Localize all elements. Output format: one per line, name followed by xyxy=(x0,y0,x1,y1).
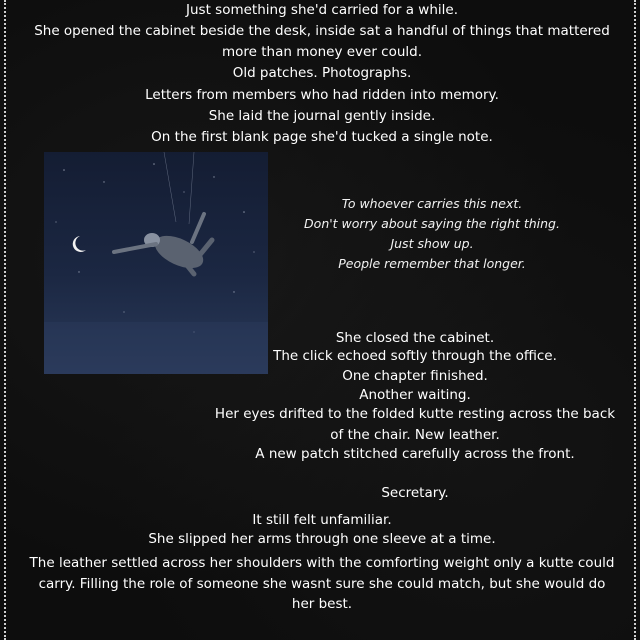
story-line: She opened the cabinet beside the desk, inside sat a handful of things that mattered xyxy=(34,23,610,39)
note-line: Just show up. xyxy=(390,236,474,251)
dotted-border-right xyxy=(634,0,636,640)
dotted-border-left xyxy=(4,0,6,640)
story-line: The click echoed softly through the office. xyxy=(273,348,557,364)
note-line: Don't worry about saying the right thing. xyxy=(304,216,560,231)
story-line: One chapter finished. xyxy=(342,368,488,384)
skydiver-illustration xyxy=(44,152,268,374)
story-line: She slipped her arms through one sleeve at a time. xyxy=(148,531,496,547)
story-line: Letters from members who had ridden into memory. xyxy=(145,87,499,103)
story-line: The leather settled across her shoulders with the comforting weight only a kutte could xyxy=(29,555,615,571)
story-line: It still felt unfamiliar. xyxy=(252,512,392,528)
story-line: more than money ever could. xyxy=(221,44,423,60)
skydiver-figure xyxy=(114,214,212,275)
story-line: A new patch stitched carefully across the front. xyxy=(255,446,575,462)
story-line: She laid the journal gently inside. xyxy=(208,108,436,124)
story-line: Just something she'd carried for a while. xyxy=(186,2,458,18)
story-line: of the chair. New leather. xyxy=(330,427,500,443)
story-line: carry. Filling the role of someone she wasnt sure she could match, but she would do xyxy=(38,576,606,592)
secretary-line: Secretary. xyxy=(381,485,449,501)
story-line: Another waiting. xyxy=(359,387,471,403)
story-line: her best. xyxy=(291,596,353,612)
story-line: She closed the cabinet. xyxy=(335,330,495,346)
story-line: Her eyes drifted to the folded kutte resting across the back xyxy=(214,406,616,422)
story-line: Old patches. Photographs. xyxy=(232,65,412,81)
story-line: On the first blank page she'd tucked a single note. xyxy=(151,129,493,145)
moon-icon xyxy=(73,236,86,252)
note-line: To whoever carries this next. xyxy=(341,196,523,211)
note-line: People remember that longer. xyxy=(338,256,526,271)
night-sky-photo xyxy=(44,152,268,374)
